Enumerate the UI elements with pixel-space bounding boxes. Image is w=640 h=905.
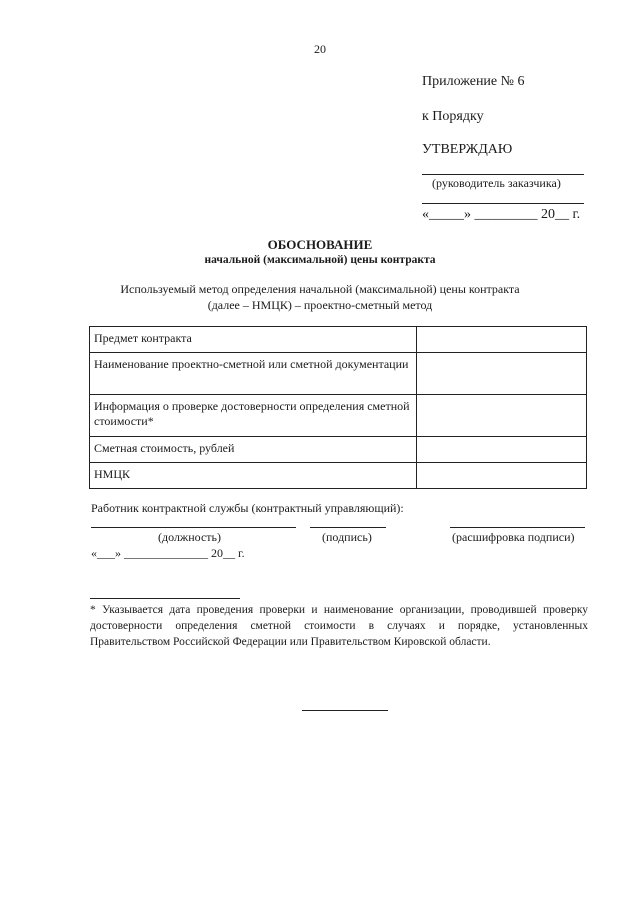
method-line-2: (далее – НМЦК) – проектно-сметный метод xyxy=(207,298,433,312)
appendix-label: Приложение № 6 xyxy=(422,74,525,89)
signature-date: «___» ______________ 20__ г. xyxy=(91,546,245,560)
table-row xyxy=(90,353,587,395)
footnote-separator xyxy=(90,598,240,599)
worker-label: Работник контрактной службы (контрактный управляющий): xyxy=(91,501,404,515)
end-line xyxy=(302,710,388,711)
approval-date: «_____» _________ 20__ г. xyxy=(422,207,581,222)
head-signature-line xyxy=(422,174,584,175)
position-line xyxy=(91,527,296,528)
table-row xyxy=(90,327,587,353)
row-value xyxy=(417,327,587,353)
method-line-1: Используемый метод определения начальной (максимальной) цены контракта xyxy=(120,282,520,296)
row-value xyxy=(417,353,587,395)
justification-table xyxy=(89,326,587,489)
page-number: 20 xyxy=(314,42,326,56)
table-row xyxy=(90,437,587,463)
footnote: * Указывается дата проведения проверки и наименование организации, проводившей проверку достоверности определения сметной стоимости в случаях и порядке, установленных Правительством Российской Федерации или Правительством Кировской области. xyxy=(90,604,588,648)
decode-line xyxy=(450,527,585,528)
table-row xyxy=(90,395,587,437)
head-name-line xyxy=(422,203,584,204)
row-label: Наименование проектно-сметной или сметной документации xyxy=(90,353,417,395)
sign-line xyxy=(310,527,386,528)
order-reference: к Порядку xyxy=(422,109,484,124)
row-label: НМЦК xyxy=(90,463,417,489)
sign-caption: (подпись) xyxy=(322,530,372,544)
document-title: ОБОСНОВАНИЕ xyxy=(267,237,373,252)
head-caption: (руководитель заказчика) xyxy=(432,176,561,190)
approve-label: УТВЕРЖДАЮ xyxy=(422,142,513,157)
row-value xyxy=(417,463,587,489)
row-label: Предмет контракта xyxy=(90,327,417,353)
row-label: Сметная стоимость, рублей xyxy=(90,437,417,463)
row-value xyxy=(417,395,587,437)
table-row xyxy=(90,463,587,489)
row-value xyxy=(417,437,587,463)
decode-caption: (расшифровка подписи) xyxy=(452,530,575,544)
row-label: Информация о проверке достоверности определения сметной стоимости* xyxy=(90,395,417,437)
document-subtitle: начальной (максимальной) цены контракта xyxy=(204,254,436,266)
position-caption: (должность) xyxy=(158,530,221,544)
